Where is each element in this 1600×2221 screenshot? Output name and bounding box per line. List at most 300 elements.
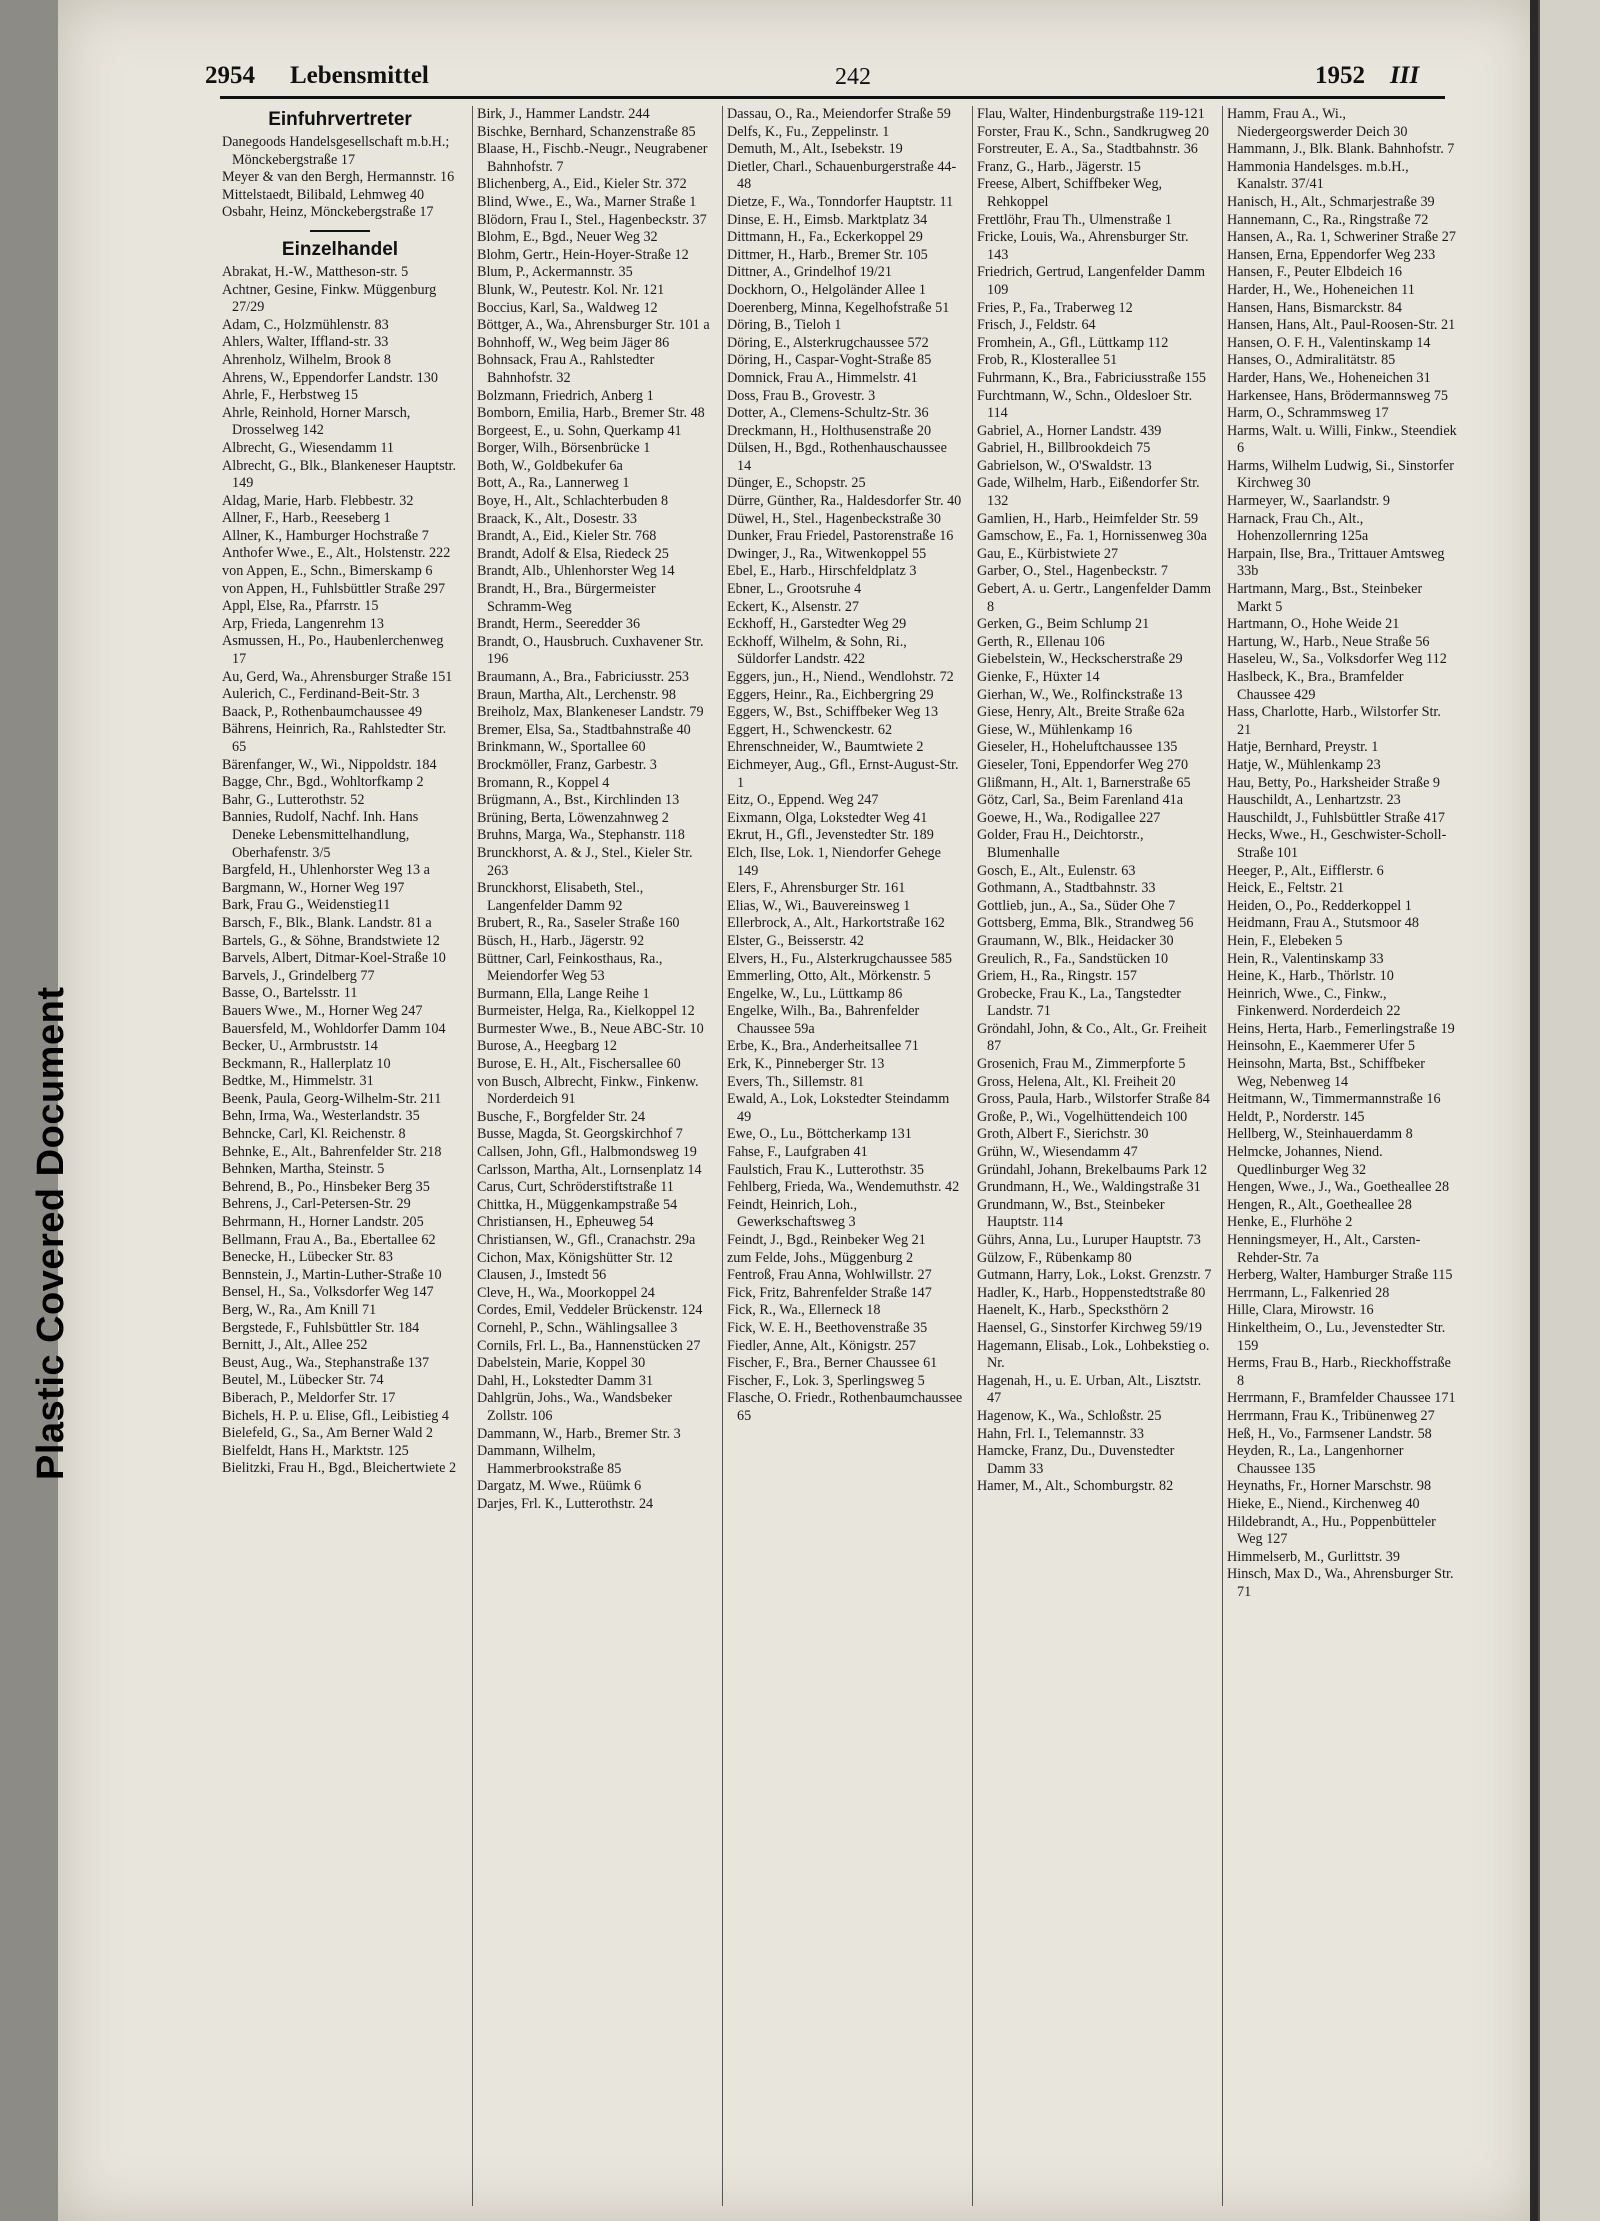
directory-entry: Götz, Carl, Sa., Beim Farenland 41a	[977, 792, 1184, 809]
directory-entry: Fick, R., Wa., Ellerneck 18	[727, 1302, 881, 1319]
directory-entry: Eggers, jun., H., Niend., Wendlohstr. 72	[727, 669, 954, 685]
directory-entry: Ekrut, H., Gfl., Jevenstedter Str. 189	[727, 827, 934, 844]
directory-entry: Heynaths, Fr., Horner Marschstr. 98	[1227, 1478, 1432, 1495]
directory-entry: Gottlieb, jun., A., Sa., Süder Ohe 7	[977, 897, 1176, 914]
directory-entry: Gieseler, Toni, Eppendorfer Weg 270	[977, 756, 1189, 773]
directory-entry: Meyer & van den Bergh, Hermannstr. 16	[222, 169, 455, 186]
directory-entry: Cornils, Frl. L., Ba., Hannenstücken 27	[477, 1337, 701, 1354]
directory-entry: Burmeister, Helga, Ra., Kielkoppel 12	[477, 1003, 695, 1020]
directory-entry: Bannies, Rudolf, Nachf. Inh. Hans Deneke Lebensmittelhandlung, Oberhafenstr. 3/5	[222, 809, 419, 861]
directory-entry: Brandt, A., Eid., Kieler Str. 768	[477, 528, 657, 545]
directory-entry: Osbahr, Heinz, Mönckebergstraße 17	[222, 204, 434, 221]
directory-entry: Heß, H., Vo., Farmsener Landstr. 58	[1227, 1425, 1432, 1442]
directory-entry: Cordes, Emil, Veddeler Brückenstr. 124	[477, 1302, 703, 1319]
directory-entry: Grundmann, H., We., Waldingstraße 31	[977, 1179, 1201, 1196]
directory-entry: Dunker, Frau Friedel, Pastorenstraße 16	[727, 528, 954, 545]
directory-entry: Gabriel, A., Horner Landstr. 439	[977, 422, 1162, 439]
directory-entry: Haensel, G., Sinstorfer Kirchweg 59/19	[977, 1319, 1202, 1336]
directory-entry: Arp, Frieda, Langenrehm 13	[222, 615, 384, 632]
directory-entry: Aulerich, C., Ferdinand-Beit-Str. 3	[222, 686, 420, 703]
directory-entry: Hanisch, H., Alt., Schmarjestraße 39	[1227, 193, 1435, 210]
directory-entry: Braack, K., Alt., Dosestr. 33	[477, 510, 637, 527]
directory-entry: Bremer, Elsa, Sa., Stadtbahnstraße 40	[477, 721, 691, 738]
directory-entry: Barvels, J., Grindelberg 77	[222, 967, 375, 984]
section-heading: Einfuhrvertreter	[268, 109, 412, 130]
directory-entry: Burose, A., Heegbarg 12	[477, 1038, 618, 1055]
directory-entry: Beust, Aug., Wa., Stephanstraße 137	[222, 1354, 430, 1371]
directory-entry: Forstreuter, E. A., Sa., Stadtbahnstr. 36	[977, 141, 1198, 158]
directory-entry: Ebel, E., Harb., Hirschfeldplatz 3	[727, 563, 917, 580]
directory-entry: Hauschildt, A., Lenhartzstr. 23	[1227, 792, 1401, 809]
directory-entry: Büsch, H., Harb., Jägerstr. 92	[477, 932, 645, 949]
directory-entry: Hecks, Wwe., H., Geschwister-Scholl-Straße 101	[1227, 827, 1447, 861]
directory-entry: Christiansen, H., Epheuweg 54	[477, 1214, 654, 1231]
directory-entry: Heitmann, W., Timmermannstraße 16	[1227, 1091, 1441, 1108]
directory-entry: Gerth, R., Ellenau 106	[977, 633, 1105, 650]
directory-entry: Anthofer Wwe., E., Alt., Holstenstr. 222	[222, 545, 451, 562]
directory-entry: Brandt, O., Hausbruch. Cuxhavener Str. 196	[477, 633, 704, 668]
page-number-center: 242	[835, 64, 871, 90]
directory-entry: Brockmöller, Franz, Garbestr. 3	[477, 756, 657, 773]
directory-entry: Hildebrandt, A., Hu., Poppenbütteler Weg 127	[1227, 1513, 1436, 1548]
directory-entry: Büttner, Carl, Feinkosthaus, Ra., Meiendorfer Weg 53	[477, 950, 663, 985]
directory-entry: Cornehl, P., Schn., Wählingsallee 3	[477, 1319, 678, 1336]
directory-entry: Freese, Albert, Schiffbeker Weg, Rehkoppel	[977, 176, 1163, 210]
directory-entry: Heldt, P., Norderstr. 145	[1227, 1108, 1365, 1125]
directory-entry: Heiden, O., Po., Redderkoppel 1	[1227, 897, 1412, 914]
directory-entry: Brandt, Adolf & Elsa, Riedeck 25	[477, 545, 669, 562]
directory-entry: Frob, R., Klosterallee 51	[977, 352, 1118, 369]
directory-entry: Hanses, O., Admiralitätstr. 85	[1227, 352, 1396, 369]
directory-entry: Hartmann, Marg., Bst., Steinbeker Markt 5	[1227, 581, 1423, 615]
directory-entry: Bahr, G., Lutterothstr. 52	[222, 791, 365, 808]
directory-entry: Fick, Fritz, Bahrenfelder Straße 147	[727, 1284, 932, 1301]
directory-entry: Engelke, Wilh., Ba., Bahrenfelder Chaussee 59a	[727, 1003, 920, 1037]
directory-entry: Baack, P., Rothenbaumchaussee 49	[222, 703, 423, 720]
directory-entry: Gienke, F., Hüxter 14	[977, 669, 1100, 685]
directory-entry: Harm, O., Schrammsweg 17	[1227, 405, 1389, 422]
directory-entry: Boccius, Karl, Sa., Waldweg 12	[477, 299, 658, 316]
directory-entry: Heeger, P., Alt., Eifflerstr. 6	[1227, 862, 1384, 879]
directory-entry: Düwel, H., Stel., Hagenbeckstraße 30	[727, 510, 941, 527]
directory-entry: Brandt, H., Bra., Bürgermeister Schramm-Weg	[477, 581, 656, 615]
directory-entry: Hahn, Frl. I., Telemannstr. 33	[977, 1425, 1144, 1442]
directory-entry: Berg, W., Ra., Am Knill 71	[222, 1302, 377, 1318]
directory-entry: Henningsmeyer, H., Alt., Carsten-Rehder-Str. 7a	[1227, 1232, 1421, 1266]
directory-entry: Harkensee, Hans, Brödermannsweg 75	[1227, 387, 1449, 404]
directory-entry: Domnick, Frau A., Himmelstr. 41	[727, 369, 918, 386]
directory-entry: Bagge, Chr., Bgd., Wohltorfkamp 2	[222, 774, 424, 791]
directory-entry: Gutmann, Harry, Lok., Lokst. Grenzstr. 7	[977, 1267, 1212, 1284]
directory-entry: Herberg, Walter, Hamburger Straße 115	[1227, 1267, 1453, 1284]
directory-entry: Heinrich, Wwe., C., Finkw., Finkenwerd. Norderdeich 22	[1227, 985, 1401, 1020]
directory-entry: Brunckhorst, A. & J., Stel., Kieler Str. 263	[477, 844, 693, 879]
directory-entry: Döring, B., Tieloh 1	[727, 317, 842, 334]
directory-entry: Hein, F., Elebeken 5	[1227, 932, 1343, 949]
directory-entry: Albrecht, G., Blk., Blankeneser Hauptstr. 149	[222, 457, 457, 492]
directory-entry: Harms, Wilhelm Ludwig, Si., Sinstorfer Kirchweg 30	[1227, 457, 1454, 492]
directory-entry: Grundmann, W., Bst., Steinbeker Hauptstr. 114	[977, 1196, 1165, 1231]
header-year: 1952	[1315, 62, 1365, 89]
directory-entry: Feindt, Heinrich, Loh., Gewerkschaftsweg 3	[727, 1196, 858, 1231]
directory-entry: Himmelserb, M., Gurlittstr. 39	[1227, 1548, 1400, 1565]
directory-entry: Breiholz, Max, Blankeneser Landstr. 79	[477, 704, 704, 721]
directory-entry: Ahrens, W., Eppendorfer Landstr. 130	[222, 369, 438, 386]
directory-entry: Barvels, Albert, Ditmar-Koel-Straße 10	[222, 950, 446, 967]
directory-entry: Dargatz, M. Wwe., Rüümk 6	[477, 1478, 642, 1495]
directory-entry: Gierhan, W., We., Rolfinckstraße 13	[977, 686, 1183, 703]
directory-entry: Evers, Th., Sillemstr. 81	[727, 1073, 865, 1090]
directory-entry: Fahse, F., Laufgraben 41	[727, 1144, 868, 1161]
directory-entry: Gosch, E., Alt., Eulenstr. 63	[977, 862, 1136, 879]
directory-entry: Heins, Herta, Harb., Femerlingstraße 19	[1227, 1020, 1455, 1037]
directory-entry: Garber, O., Stel., Hagenbeckstr. 7	[977, 563, 1168, 580]
directory-entry: Bolzmann, Friedrich, Anberg 1	[477, 387, 654, 404]
directory-entry: Graumann, W., Blk., Heidacker 30	[977, 932, 1174, 949]
section-divider	[310, 230, 370, 232]
directory-entry: Harder, Hans, We., Hoheneichen 31	[1227, 369, 1431, 386]
directory-entry: Henke, E., Flurhöhe 2	[1227, 1214, 1353, 1231]
directory-entry: Heinsohn, Marta, Bst., Schiffbeker Weg, Nebenweg 14	[1227, 1056, 1425, 1090]
directory-entry: Darjes, Frl. K., Lutterothstr. 24	[477, 1495, 654, 1512]
directory-entry: Blunk, W., Peutestr. Kol. Nr. 121	[477, 281, 665, 298]
directory-entry: Beckmann, R., Hallerplatz 10	[222, 1055, 391, 1072]
directory-entry: Bomborn, Emilia, Harb., Bremer Str. 48	[477, 405, 705, 422]
directory-entry: Bott, A., Ra., Lannerweg 1	[477, 475, 630, 492]
directory-entry: Dreckmann, H., Holthusenstraße 20	[727, 422, 932, 439]
directory-entry: Bielitzki, Frau H., Bgd., Bleichertwiete 2	[222, 1460, 457, 1477]
directory-entry: Fentroß, Frau Anna, Wohlwillstr. 27	[727, 1267, 932, 1284]
directory-entry: Eitz, O., Eppend. Weg 247	[727, 792, 879, 809]
directory-entry: Hauschildt, J., Fuhlsbüttler Straße 417	[1227, 809, 1445, 826]
directory-entry: Bielfeldt, Hans H., Marktstr. 125	[222, 1442, 409, 1459]
directory-entry: Hansen, O. F. H., Valentinskamp 14	[1227, 334, 1431, 351]
directory-entry: Flau, Walter, Hindenburgstraße 119-121	[977, 106, 1205, 122]
directory-entry: Bauersfeld, M., Wohldorfer Damm 104	[222, 1020, 446, 1037]
directory-entry: Eichmeyer, Aug., Gfl., Ernst-August-Str. 1	[727, 756, 959, 791]
directory-entry: Borgeest, E., u. Sohn, Querkamp 41	[477, 422, 682, 439]
directory-column-4	[972, 106, 1213, 2206]
directory-entry: Hau, Betty, Po., Harksheider Straße 9	[1227, 774, 1441, 791]
directory-entry: Burmann, Ella, Lange Reihe 1	[477, 985, 650, 1002]
directory-entry: Franz, G., Harb., Jägerstr. 15	[977, 158, 1141, 175]
directory-entry: Blaase, H., Fischb.-Neugr., Neugrabener Bahnhofstr. 7	[477, 141, 708, 175]
directory-entry: Fiedler, Anne, Alt., Königstr. 257	[727, 1337, 916, 1354]
directory-entry: Große, P., Wi., Vogelhüttendeich 100	[977, 1108, 1188, 1125]
directory-entry: Hengen, Wwe., J., Wa., Goetheallee 28	[1227, 1179, 1450, 1196]
directory-entry: Gülzow, F., Rübenkamp 80	[977, 1249, 1132, 1266]
directory-entry: Adam, C., Holzmühlenstr. 83	[222, 316, 389, 333]
directory-entry: Asmussen, H., Po., Haubenlerchenweg 17	[222, 633, 444, 668]
directory-entry: Bährens, Heinrich, Ra., Rahlstedter Str. 65	[222, 721, 447, 755]
directory-entry: Brügmann, A., Bst., Kirchlinden 13	[477, 792, 680, 809]
directory-entry: Bauers Wwe., M., Horner Weg 247	[222, 1002, 423, 1019]
directory-column-3	[722, 106, 963, 2206]
directory-entry: Blind, Wwe., E., Wa., Marner Straße 1	[477, 193, 697, 210]
directory-entry: Herms, Frau B., Harb., Rieckhoffstraße 8	[1227, 1355, 1451, 1389]
directory-entry: Au, Gerd, Wa., Ahrensburger Straße 151	[222, 668, 453, 685]
directory-entry: Barsch, F., Blk., Blank. Landstr. 81 a	[222, 914, 432, 931]
directory-entry: Döring, H., Caspar-Voght-Straße 85	[727, 352, 932, 369]
directory-entry: Eckhoff, H., Garstedter Weg 29	[727, 616, 907, 633]
directory-entry: Blödorn, Frau I., Stel., Hagenbeckstr. 37	[477, 211, 707, 228]
directory-entry: Engelke, W., Lu., Lüttkamp 86	[727, 985, 903, 1002]
directory-entry: Greulich, R., Fa., Sandstücken 10	[977, 950, 1169, 967]
directory-entry: Bielefeld, G., Sa., Am Berner Wald 2	[222, 1425, 433, 1442]
directory-entry: Bensel, H., Sa., Volksdorfer Weg 147	[222, 1284, 434, 1301]
directory-entry: Ebner, L., Grootsruhe 4	[727, 581, 862, 598]
directory-entry: Dahl, H., Lokstedter Damm 31	[477, 1372, 654, 1389]
directory-entry: Brüning, Berta, Löwenzahnweg 2	[477, 809, 669, 826]
directory-entry: Busse, Magda, St. Georgskirchhof 7	[477, 1126, 683, 1143]
directory-entry: Forster, Frau K., Schn., Sandkrugweg 20	[977, 123, 1209, 140]
directory-entry: Gründahl, Johann, Brekelbaums Park 12	[977, 1161, 1208, 1178]
directory-entry: Dockhorn, O., Helgoländer Allee 1	[727, 281, 926, 298]
directory-entry: Hammann, J., Blk. Blank. Bahnhofstr. 7	[1227, 141, 1455, 158]
directory-entry: Harnack, Frau Ch., Alt., Hohenzollernring 125a	[1227, 510, 1369, 545]
directory-entry: Hagenah, H., u. E. Urban, Alt., Lisztstr. 47	[977, 1372, 1202, 1407]
directory-entry: Gieseler, H., Hoheluftchaussee 135	[977, 739, 1178, 756]
directory-entry: Gade, Wilhelm, Harb., Eißendorfer Str. 132	[977, 475, 1200, 510]
directory-entry: Heine, K., Harb., Thörlstr. 10	[1227, 968, 1394, 985]
directory-entry: Behnken, Martha, Steinstr. 5	[222, 1161, 385, 1178]
directory-entry: Gross, Paula, Harb., Wilstorfer Straße 84	[977, 1091, 1210, 1108]
directory-entry: Birk, J., Hammer Landstr. 244	[477, 106, 650, 122]
directory-entry: Herrmann, Frau K., Tribünenweg 27	[1227, 1407, 1435, 1424]
directory-entry: Behrens, J., Carl-Petersen-Str. 29	[222, 1196, 411, 1213]
directory-entry: Gröndahl, John, & Co., Alt., Gr. Freiheit 87	[977, 1020, 1207, 1055]
directory-entry: Dammann, W., Harb., Bremer Str. 3	[477, 1425, 681, 1442]
directory-entry: Allner, F., Harb., Reeseberg 1	[222, 510, 391, 527]
directory-entry: Heyden, R., La., Langenhorner Chaussee 135	[1227, 1443, 1404, 1477]
directory-entry: Ellerbrock, A., Alt., Harkortstraße 162	[727, 915, 945, 932]
directory-entry: Bargfeld, H., Uhlenhorster Weg 13 a	[222, 862, 430, 879]
directory-entry: Abrakat, H.-W., Mattheson-str. 5	[222, 263, 409, 280]
directory-entry: Aldag, Marie, Harb. Flebbestr. 32	[222, 492, 414, 509]
directory-entry: Emmerling, Otto, Alt., Mörkenstr. 5	[727, 968, 931, 985]
directory-entry: Demuth, M., Alt., Isebekstr. 19	[727, 141, 903, 158]
directory-entry: Dünger, E., Schopstr. 25	[727, 475, 866, 492]
directory-entry: Bergstede, F., Fuhlsbüttler Str. 184	[222, 1319, 420, 1336]
directory-entry: Fick, W. E. H., Beethovenstraße 35	[727, 1319, 928, 1336]
directory-entry: Fischer, F., Bra., Berner Chaussee 61	[727, 1355, 938, 1372]
directory-entry: Dinse, E. H., Eimsb. Marktplatz 34	[727, 211, 928, 228]
directory-entry: Brinkmann, W., Sportallee 60	[477, 739, 646, 756]
directory-entry: Gau, E., Kürbistwiete 27	[977, 545, 1119, 562]
directory-entry: Golder, Frau H., Deichtorstr., Blumenhalle	[977, 827, 1144, 861]
page-title: Lebensmittel	[290, 62, 429, 89]
directory-entry: Eckert, K., Alsenstr. 27	[727, 598, 860, 615]
directory-entry: Dwinger, J., Ra., Witwenkoppel 55	[727, 545, 927, 562]
directory-entry: Hinkeltheim, O., Lu., Jevenstedter Str. 159	[1227, 1319, 1446, 1354]
directory-entry: von Busch, Albrecht, Finkw., Finkenw. Norderdeich 91	[477, 1073, 699, 1108]
directory-entry: Doss, Frau B., Grovestr. 3	[727, 387, 876, 404]
directory-entry: Eggers, W., Bst., Schiffbeker Weg 13	[727, 704, 939, 721]
directory-column-5	[1222, 106, 1457, 2206]
directory-entry: Hadler, K., Harb., Hoppenstedtstraße 80	[977, 1284, 1206, 1301]
directory-entry: Chittka, H., Müggenkampstraße 54	[477, 1196, 678, 1213]
directory-entry: Bruhns, Marga, Wa., Stephanstr. 118	[477, 827, 685, 844]
directory-entry: Bartels, G., & Söhne, Brandstwiete 12	[222, 932, 440, 949]
directory-entry: Ewald, A., Lok, Lokstedter Steindamm 49	[727, 1091, 950, 1125]
directory-entry: Gross, Helena, Alt., Kl. Freiheit 20	[977, 1073, 1176, 1090]
directory-entry: Hagemann, Elisab., Lok., Lohbekstieg o. Nr.	[977, 1337, 1210, 1372]
directory-entry: Goewe, H., Wa., Rodigallee 227	[977, 809, 1161, 826]
directory-entry: Eixmann, Olga, Lokstedter Weg 41	[727, 809, 928, 826]
directory-entry: Hieke, E., Niend., Kirchenweg 40	[1227, 1495, 1420, 1512]
header-volume: III	[1390, 62, 1420, 89]
directory-entry: Erk, K., Pinneberger Str. 13	[727, 1056, 885, 1073]
directory-entry: Gabriel, H., Billbrookdeich 75	[977, 440, 1151, 457]
directory-entry: Callsen, John, Gfl., Halbmondsweg 19	[477, 1144, 697, 1161]
directory-entry: Blohm, Gertr., Hein-Hoyer-Straße 12	[477, 246, 689, 263]
directory-entry: Gamlien, H., Harb., Heimfelder Str. 59	[977, 510, 1199, 527]
directory-entry: Bark, Frau G., Weidenstieg11	[222, 897, 391, 914]
directory-entry: Bennstein, J., Martin-Luther-Straße 10	[222, 1266, 442, 1283]
directory-entry: Busche, F., Borgfelder Str. 24	[477, 1108, 646, 1125]
directory-entry: Bichels, H. P. u. Elise, Gfl., Leibistieg 4	[222, 1407, 449, 1424]
directory-entry: Hille, Clara, Mirowstr. 16	[1227, 1302, 1374, 1319]
directory-entry: Harms, Walt. u. Willi, Finkw., Steendiek 6	[1227, 422, 1457, 457]
directory-entry: Gührs, Anna, Lu., Luruper Hauptstr. 73	[977, 1232, 1201, 1248]
directory-entry: Hengen, R., Alt., Goetheallee 28	[1227, 1196, 1412, 1213]
side-label: Plastic Covered Document	[30, 986, 72, 1480]
directory-entry: Behrend, B., Po., Hinsbeker Berg 35	[222, 1178, 430, 1195]
directory-entry: Herrmann, L., Falkenried 28	[1227, 1284, 1390, 1301]
directory-entry: Hartmann, O., Hohe Weide 21	[1227, 616, 1400, 633]
directory-entry: Hansen, Hans, Alt., Paul-Roosen-Str. 21	[1227, 317, 1456, 334]
directory-entry: Gerken, G., Beim Schlump 21	[977, 616, 1150, 633]
directory-entry: Hansen, Hans, Bismarckstr. 84	[1227, 299, 1402, 316]
directory-entry: Erbe, K., Bra., Anderheitsallee 71	[727, 1038, 919, 1055]
directory-entry: Behn, Irma, Wa., Westerlandstr. 35	[222, 1108, 420, 1125]
directory-entry: Beutel, M., Lübecker Str. 74	[222, 1372, 384, 1389]
directory-entry: Gebert, A. u. Gertr., Langenfelder Damm 8	[977, 581, 1212, 615]
directory-entry: Dahlgrün, Johs., Wa., Wandsbeker Zollstr. 106	[477, 1390, 672, 1424]
directory-entry: Fuhrmann, K., Bra., Fabriciusstraße 155	[977, 369, 1206, 386]
directory-entry: Mittelstaedt, Bilibald, Lehmweg 40	[222, 186, 425, 203]
directory-entry: Dammann, Wilhelm, Hammerbrookstraße 85	[477, 1443, 622, 1477]
directory-entry: Fries, P., Fa., Traberweg 12	[977, 299, 1133, 316]
directory-entry: Dittmann, H., Fa., Eckerkoppel 29	[727, 229, 923, 246]
directory-entry: Ahlers, Walter, Iffland-str. 33	[222, 334, 389, 351]
directory-entry: Hartung, W., Harb., Neue Straße 56	[1227, 633, 1430, 650]
directory-entry: Hannemann, C., Ra., Ringstraße 72	[1227, 211, 1429, 228]
directory-entry: Bernitt, J., Alt., Allee 252	[222, 1337, 368, 1354]
directory-entry: Dotter, A., Clemens-Schultz-Str. 36	[727, 405, 929, 422]
directory-entry: Dabelstein, Marie, Koppel 30	[477, 1355, 646, 1372]
directory-entry: Heinsohn, E., Kaemmerer Ufer 5	[1227, 1038, 1415, 1055]
directory-entry: Blum, P., Ackermannstr. 35	[477, 264, 633, 281]
directory-entry: Bedtke, M., Himmelstr. 31	[222, 1073, 374, 1090]
directory-entry: Grosenich, Frau M., Zimmerpforte 5	[977, 1056, 1186, 1073]
directory-entry: Brunckhorst, Elisabeth, Stel., Langenfelder Damm 92	[477, 880, 644, 914]
directory-entry: Hansen, Erna, Eppendorfer Weg 233	[1227, 246, 1436, 263]
directory-entry: Hein, R., Valentinskamp 33	[1227, 950, 1384, 967]
directory-entry: Giese, Henry, Alt., Breite Straße 62a	[977, 704, 1185, 721]
directory-entry: Harder, H., We., Hoheneichen 11	[1227, 281, 1415, 298]
directory-entry: Braun, Martha, Alt., Lerchenstr. 98	[477, 686, 676, 703]
directory-entry: Bischke, Bernhard, Schanzenstraße 85	[477, 123, 696, 140]
directory-entry: Eggert, H., Schwenckestr. 62	[727, 721, 893, 738]
directory-entry: Appl, Else, Ra., Pfarrstr. 15	[222, 598, 379, 615]
directory-entry: Giebelstein, W., Heckscherstraße 29	[977, 651, 1183, 668]
directory-entry: Hagenow, K., Wa., Schloßstr. 25	[977, 1407, 1162, 1424]
directory-entry: Frettlöhr, Frau Th., Ulmenstraße 1	[977, 211, 1173, 228]
directory-entry: Harmeyer, W., Saarlandstr. 9	[1227, 493, 1390, 510]
directory-entry: Hinsch, Max D., Wa., Ahrensburger Str. 71	[1227, 1566, 1454, 1600]
directory-entry: Dülsen, H., Bgd., Rothenhauschaussee 14	[727, 440, 947, 474]
directory-entry: Döring, E., Alsterkrugchaussee 572	[727, 334, 929, 351]
directory-entry: Böttger, A., Wa., Ahrensburger Str. 101 a	[477, 317, 710, 334]
directory-entry: Biberach, P., Meldorfer Str. 17	[222, 1389, 396, 1406]
directory-entry: Dietze, F., Wa., Tonndorfer Hauptstr. 11	[727, 193, 954, 210]
directory-entry: zum Felde, Johs., Müggenburg 2	[727, 1249, 914, 1266]
directory-entry: Heidmann, Frau A., Stutsmoor 48	[1227, 915, 1419, 932]
directory-column-1	[222, 106, 458, 2206]
directory-entry: Elias, W., Wi., Bauvereinsweg 1	[727, 897, 911, 914]
directory-entry: Braumann, A., Bra., Fabriciusstr. 253	[477, 669, 690, 685]
directory-entry: Burose, E. H., Alt., Fischersallee 60	[477, 1056, 681, 1073]
directory-entry: Borger, Wilh., Börsenbrücke 1	[477, 440, 651, 457]
directory-entry: Gabrielson, W., O'Swaldstr. 13	[977, 457, 1152, 474]
directory-entry: Dürre, Günther, Ra., Haldesdorfer Str. 40	[727, 493, 962, 510]
directory-entry: Ahrle, F., Herbstweg 15	[222, 387, 358, 404]
directory-entry: Fricke, Louis, Wa., Ahrensburger Str. 143	[977, 229, 1189, 263]
directory-entry: Hansen, A., Ra. 1, Schweriner Straße 27	[1227, 229, 1456, 246]
directory-entry: Grühn, W., Wiesendamm 47	[977, 1144, 1138, 1161]
directory-entry: Behnke, E., Alt., Bahrenfelder Str. 218	[222, 1143, 442, 1160]
directory-entry: Achtner, Gesine, Finkw. Müggenburg 27/29	[222, 281, 437, 316]
directory-entry: Bromann, R., Koppel 4	[477, 774, 610, 791]
directory-entry: Griem, H., Ra., Ringstr. 157	[977, 968, 1137, 985]
directory-entry: Hamm, Frau A., Wi., Niedergeorgswerder Deich 30	[1227, 106, 1408, 140]
directory-entry: Fischer, F., Lok. 3, Sperlingsweg 5	[727, 1372, 925, 1389]
directory-entry: Groth, Albert F., Sierichstr. 30	[977, 1126, 1149, 1143]
directory-entry: Elvers, H., Fu., Alsterkrugchaussee 585	[727, 950, 952, 967]
directory-column-2	[472, 106, 713, 2206]
directory-entry: Doerenberg, Minna, Kegelhofstraße 51	[727, 299, 950, 316]
directory-entry: Hamcke, Franz, Du., Duvenstedter Damm 33	[977, 1443, 1175, 1477]
directory-entry: Hatje, W., Mühlenkamp 23	[1227, 756, 1381, 773]
directory-entry: Burmester Wwe., B., Neue ABC-Str. 10	[477, 1020, 704, 1037]
directory-entry: Benecke, H., Lübecker Str. 83	[222, 1249, 393, 1266]
directory-entry: Brandt, Herm., Seeredder 36	[477, 616, 641, 633]
directory-entry: Brandt, Alb., Uhlenhorster Weg 14	[477, 563, 675, 580]
directory-entry: Hammonia Handelsges. m.b.H., Kanalstr. 37/41	[1227, 158, 1409, 193]
directory-entry: Dittner, A., Grindelhof 19/21	[727, 264, 892, 281]
directory-entry: Bohnhoff, W., Weg beim Jäger 86	[477, 334, 670, 351]
directory-entry: von Appen, E., Schn., Bimerskamp 6	[222, 563, 433, 580]
directory-entry: Glißmann, H., Alt. 1, Barnerstraße 65	[977, 774, 1191, 791]
directory-entry: Cichon, Max, Königshütter Str. 12	[477, 1249, 673, 1266]
directory-entry: Ahrle, Reinhold, Horner Marsch, Drosselweg 142	[222, 404, 411, 439]
directory-entry: Danegoods Handelsgesellschaft m.b.H.; Mönckebergstraße 17	[222, 134, 450, 168]
directory-entry: Elster, G., Beisserstr. 42	[727, 932, 864, 949]
directory-entry: Dittmer, H., Harb., Bremer Str. 105	[727, 246, 928, 263]
directory-entry: Bärenfanger, W., Wi., Nippoldstr. 184	[222, 756, 437, 773]
directory-entry: Albrecht, G., Wiesendamm 11	[222, 439, 395, 456]
adjacent-page-strip	[1538, 0, 1600, 2221]
directory-entry: Heick, E., Feltstr. 21	[1227, 880, 1345, 897]
directory-entry: Harpain, Ilse, Bra., Trittauer Amtsweg 33b	[1227, 545, 1445, 580]
directory-entry: Dassau, O., Ra., Meiendorfer Straße 59	[727, 106, 951, 122]
directory-entry: Helmcke, Johannes, Niend. Quedlinburger Weg 32	[1227, 1144, 1383, 1178]
directory-entry: Gothmann, A., Stadtbahnstr. 33	[977, 880, 1156, 897]
page-number-left: 2954	[205, 62, 255, 89]
directory-entry: Boye, H., Alt., Schlachterbuden 8	[477, 493, 669, 510]
header-rule	[220, 96, 1445, 99]
